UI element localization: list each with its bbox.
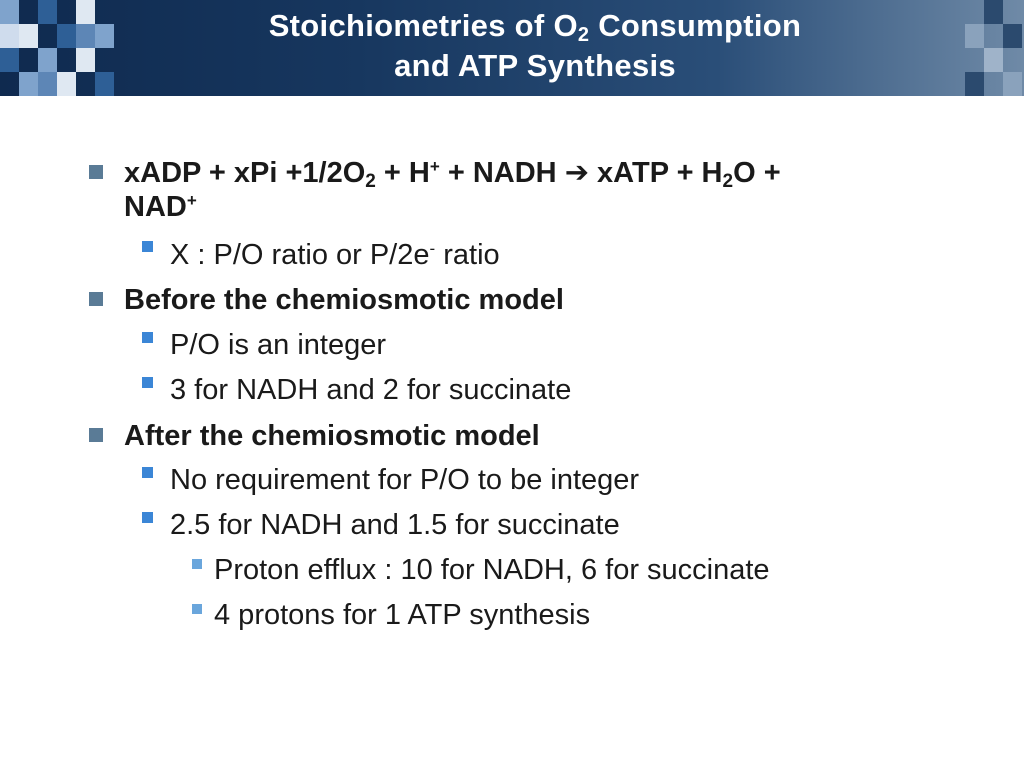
after-heading: After the chemiosmotic model: [124, 420, 540, 452]
x-definition-text: ratio: [435, 239, 500, 271]
bullet-square-icon: [142, 467, 153, 478]
bullet-square-icon: [89, 428, 103, 442]
before-heading: Before the chemiosmotic model: [124, 284, 564, 316]
bullet-square-icon: [89, 165, 103, 179]
equation-subscript: 2: [365, 171, 376, 192]
after-subitem: 4 protons for 1 ATP synthesis: [214, 599, 591, 631]
bullet-square-icon: [142, 332, 153, 343]
x-definition: [170, 238, 500, 272]
bullet-square-icon: [142, 241, 153, 252]
equation-part: + H: [375, 157, 430, 189]
equation-superscript: +: [186, 191, 197, 210]
bullet-square-icon: [142, 512, 153, 523]
title-text: Consumption: [589, 8, 802, 43]
equation-part: xATP + H: [589, 157, 723, 189]
title-subscript: 2: [577, 24, 590, 46]
slide-title-line2: and ATP Synthesis: [394, 48, 676, 83]
x-definition-superscript: -: [429, 239, 436, 258]
before-item: 3 for NADH and 2 for succinate: [170, 374, 572, 406]
bullet-square-icon: [192, 559, 202, 569]
after-subitem: Proton efflux : 10 for NADH, 6 for succinate: [214, 554, 770, 586]
x-definition-text: X : P/O ratio or P/2e: [170, 239, 430, 271]
title-text: Stoichiometries of O: [268, 8, 578, 43]
equation-superscript: +: [429, 157, 440, 176]
equation-part: O +: [733, 157, 781, 189]
bullet-square-icon: [192, 604, 202, 614]
equation-part: xADP + xPi +1/2O: [124, 157, 366, 189]
arrow-right-icon: ➔: [564, 157, 589, 189]
after-item: 2.5 for NADH and 1.5 for succinate: [170, 509, 620, 541]
after-item: No requirement for P/O to be integer: [170, 464, 640, 496]
bullet-square-icon: [89, 292, 103, 306]
equation-part: + NADH: [439, 157, 565, 189]
equation-part: NAD: [124, 191, 187, 223]
bullet-square-icon: [142, 377, 153, 388]
equation-text: [124, 156, 924, 224]
equation-subscript: 2: [722, 171, 734, 192]
before-item: P/O is an integer: [170, 329, 386, 361]
